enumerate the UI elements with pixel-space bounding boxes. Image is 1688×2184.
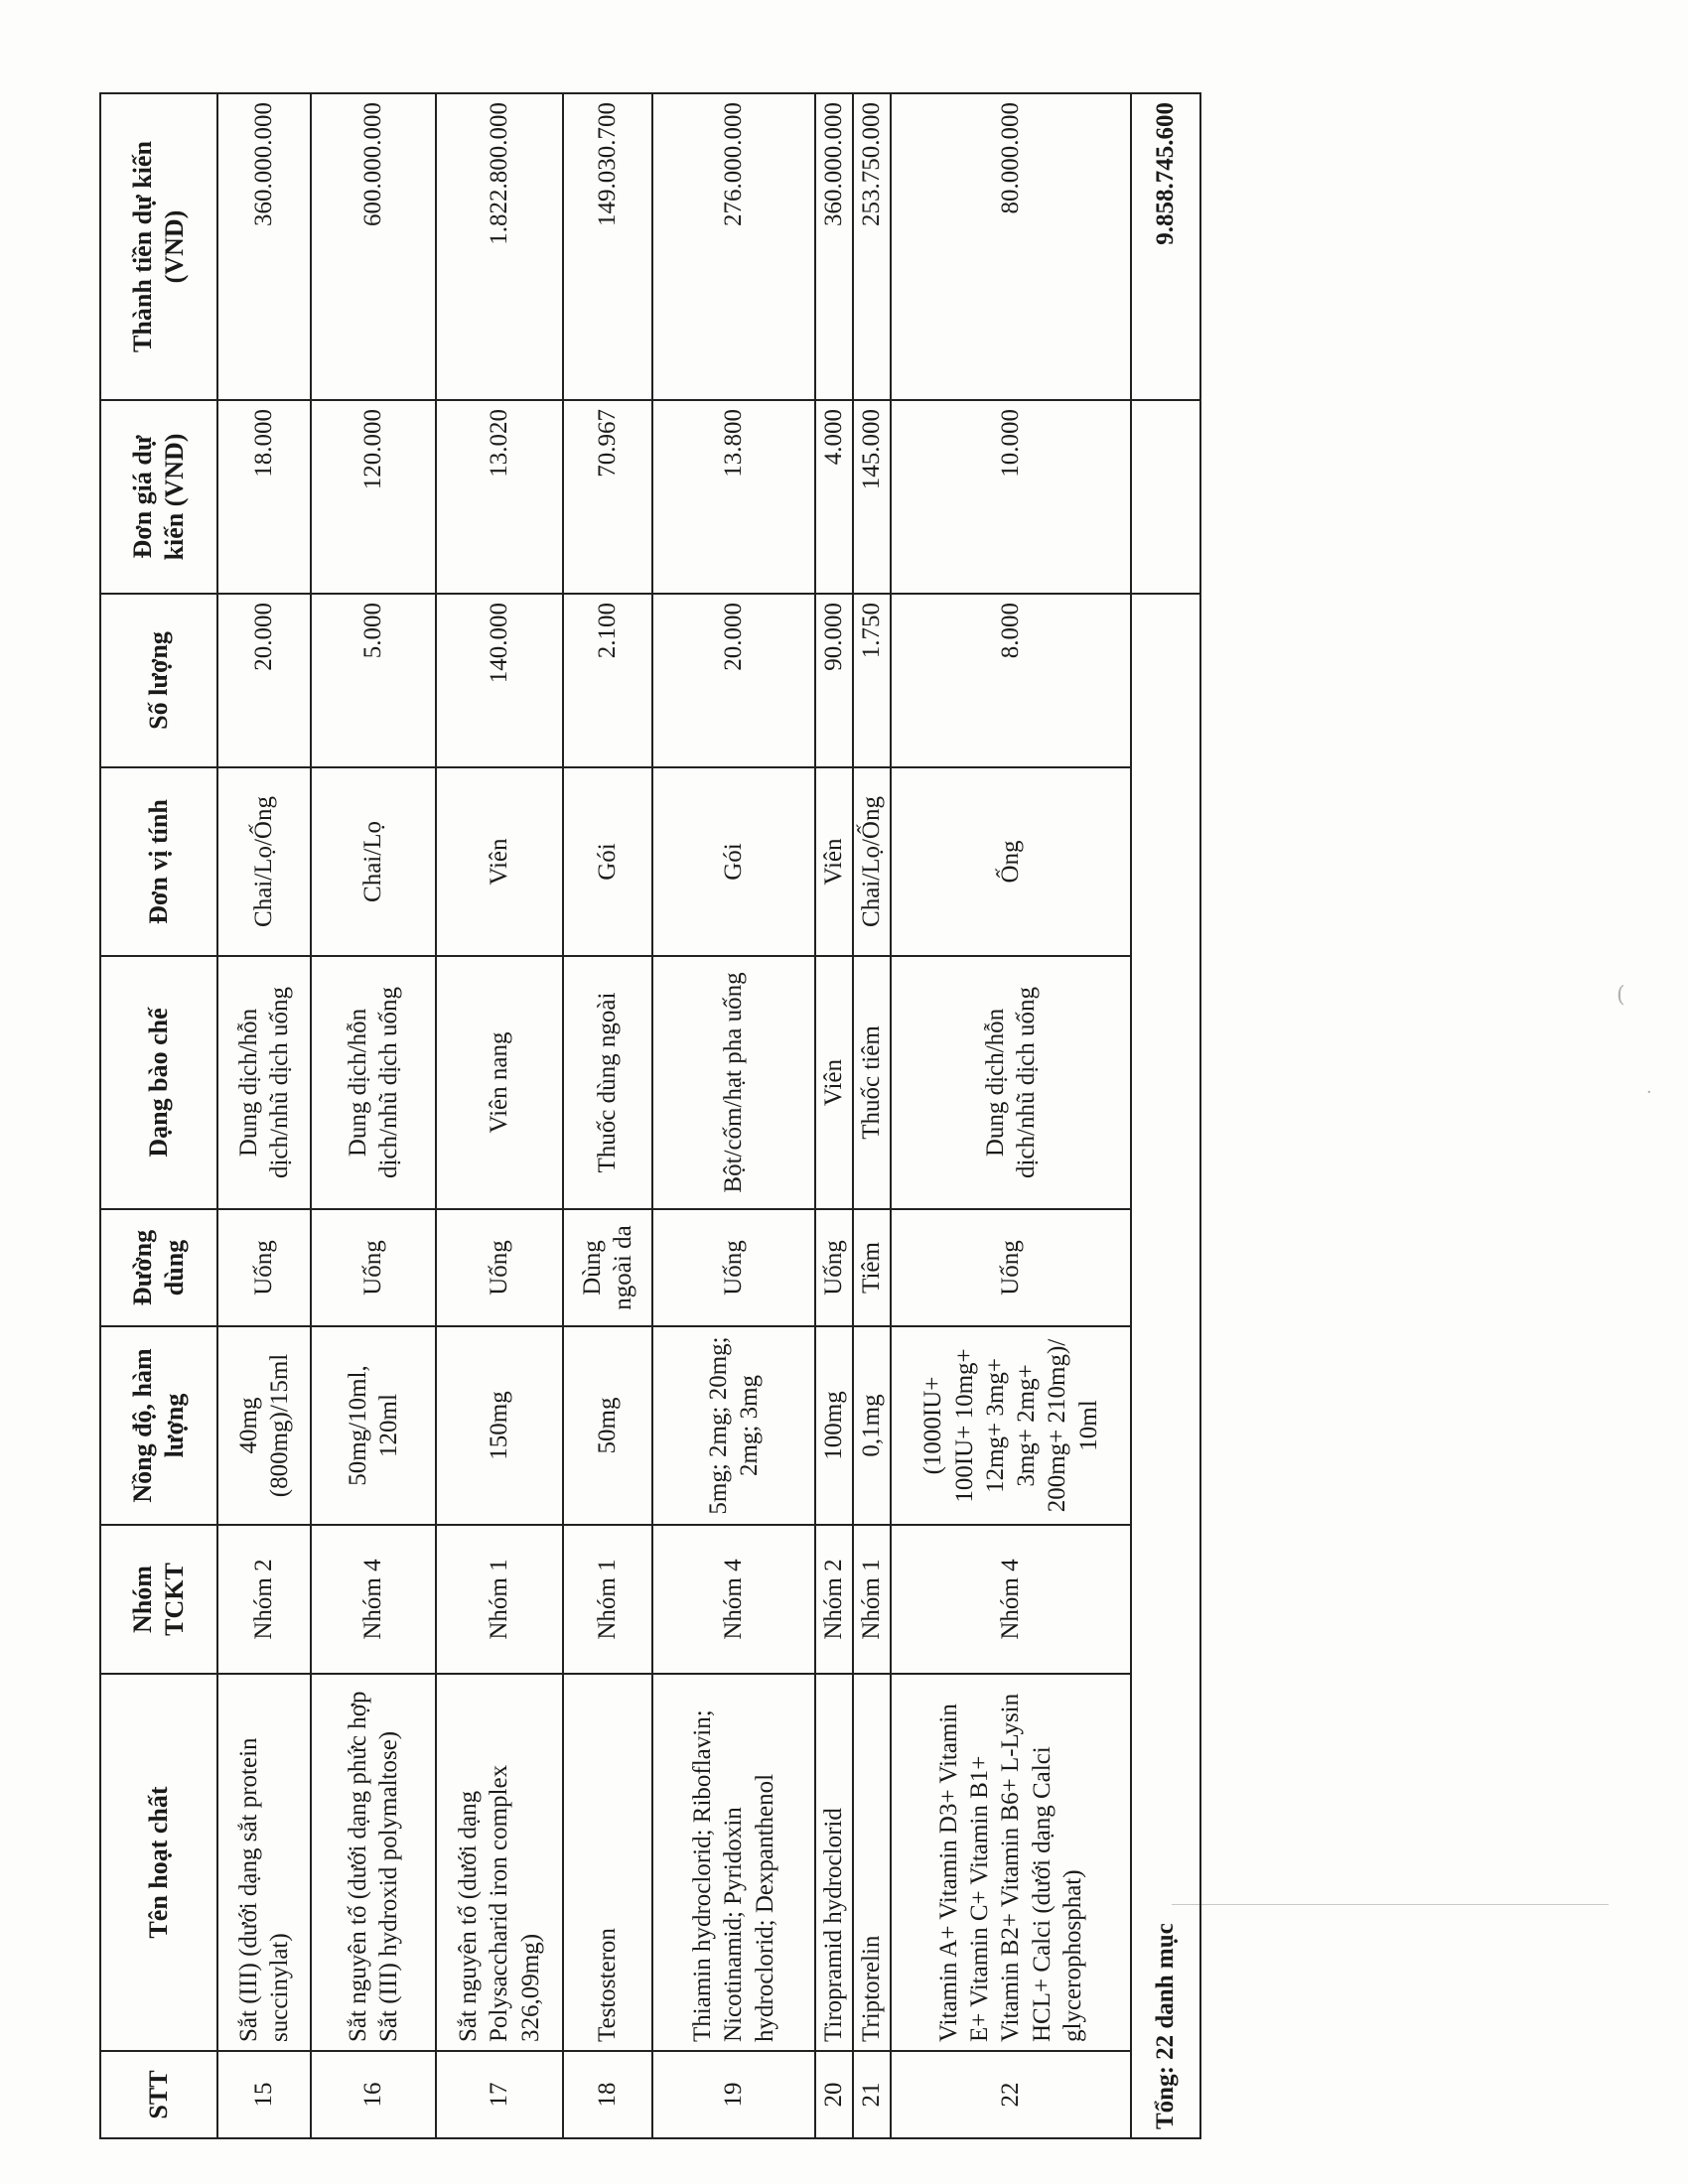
table-row	[891, 93, 1131, 2138]
cell-active-ingredient: Sắt nguyên tố (dưới dạng phức hợp Sắt (III) hydroxid polymaltose)	[311, 1674, 436, 2051]
cell-group: Nhóm 2	[217, 1525, 311, 1674]
header-quantity: Số lượng	[100, 594, 217, 767]
grand-total-value: 9.858.745.600	[1131, 93, 1200, 400]
table-row	[815, 93, 853, 2138]
cell-quantity: 20.000	[217, 594, 311, 767]
cell-unit: Chai/Lọ	[311, 767, 436, 956]
cell-total-price: 600.000.000	[311, 93, 436, 400]
cell-active-ingredient: Testosteron	[563, 1674, 652, 2051]
cell-route: Uống	[311, 1209, 436, 1326]
cell-stt: 15	[217, 2051, 311, 2138]
cell-total-price: 1.822.800.000	[436, 93, 563, 400]
cell-route: Uống	[217, 1209, 311, 1326]
cell-route: Dùng ngoài da	[563, 1209, 652, 1326]
cell-quantity: 8.000	[891, 594, 1131, 767]
table-row	[436, 93, 563, 2138]
cell-total-price: 149.030.700	[563, 93, 652, 400]
cell-group: Nhóm 1	[853, 1525, 891, 1674]
scan-artifact-mark: ·	[1646, 1082, 1652, 1103]
cell-dosage-form: Dung dịch/hỗn dịch/nhũ dịch uống	[891, 956, 1131, 1209]
cell-quantity: 20.000	[652, 594, 815, 767]
cell-active-ingredient: Triptorelin	[853, 1674, 891, 2051]
cell-stt: 16	[311, 2051, 436, 2138]
cell-stt: 18	[563, 2051, 652, 2138]
cell-group: Nhóm 4	[891, 1525, 1131, 1674]
cell-dosage-form: Viên	[815, 956, 853, 1209]
cell-route: Uống	[891, 1209, 1131, 1326]
total-label: Tổng: 22 danh mục	[1131, 594, 1200, 2138]
cell-stt: 19	[652, 2051, 815, 2138]
cell-active-ingredient: Vitamin A+ Vitamin D3+ Vitamin E+ Vitamin C+ Vitamin B1+ Vitamin B2+ Vitamin B6+ L-Lysin HCL+ Calci (dưới dạng Calci glycerophosphat)	[891, 1674, 1131, 2051]
cell-dosage-form: Dung dịch/hỗn dịch/nhũ dịch uống	[311, 956, 436, 1209]
cell-concentration: 150mg	[436, 1326, 563, 1525]
cell-stt: 22	[891, 2051, 1131, 2138]
cell-unit-price: 70.967	[563, 400, 652, 594]
cell-active-ingredient: Sắt nguyên tố (dưới dạng Polysaccharid iron complex 326,09mg)	[436, 1674, 563, 2051]
table-row	[652, 93, 815, 2138]
cell-unit: Gói	[652, 767, 815, 956]
table-row	[311, 93, 436, 2138]
cell-quantity: 90.000	[815, 594, 853, 767]
cell-dosage-form: Viên nang	[436, 956, 563, 1209]
cell-unit: Ống	[891, 767, 1131, 956]
cell-route: Uống	[652, 1209, 815, 1326]
cell-dosage-form: Thuốc tiêm	[853, 956, 891, 1209]
header-total-price: Thành tiền dự kiến (VND)	[100, 93, 217, 400]
cell-unit-price: 10.000	[891, 400, 1131, 594]
cell-concentration: 5mg; 2mg; 20mg; 2mg; 3mg	[652, 1326, 815, 1525]
cell-unit: Gói	[563, 767, 652, 956]
cell-group: Nhóm 1	[563, 1525, 652, 1674]
drug-list-table	[99, 92, 1201, 2139]
cell-unit: Chai/Lọ/Ống	[853, 767, 891, 956]
cell-concentration: 100mg	[815, 1326, 853, 1525]
cell-total-price: 253.750.000	[853, 93, 891, 400]
cell-unit: Viên	[815, 767, 853, 956]
header-route: Đường dùng	[100, 1209, 217, 1326]
scan-artifact-mark: (	[1617, 983, 1625, 1008]
table-row	[563, 93, 652, 2138]
header-unit: Đơn vị tính	[100, 767, 217, 956]
cell-unit-price: 13.800	[652, 400, 815, 594]
header-unit-price: Đơn giá dự kiến (VND)	[100, 400, 217, 594]
cell-total-price: 360.000.000	[217, 93, 311, 400]
cell-group: Nhóm 4	[311, 1525, 436, 1674]
cell-active-ingredient: Sắt (III) (dưới dạng sắt protein succinylat)	[217, 1674, 311, 2051]
cell-group: Nhóm 2	[815, 1525, 853, 1674]
cell-quantity: 140.000	[436, 594, 563, 767]
cell-stt: 17	[436, 2051, 563, 2138]
cell-stt: 20	[815, 2051, 853, 2138]
cell-unit-price: 18.000	[217, 400, 311, 594]
cell-quantity: 5.000	[311, 594, 436, 767]
header-stt: STT	[100, 2051, 217, 2138]
cell-unit-price: 13.020	[436, 400, 563, 594]
cell-active-ingredient: Tiropramid hydroclorid	[815, 1674, 853, 2051]
cell-concentration: 50mg/10ml, 120ml	[311, 1326, 436, 1525]
header-active-ingredient: Tên hoạt chất	[100, 1674, 217, 2051]
cell-concentration: 40mg (800mg)/15ml	[217, 1326, 311, 1525]
cell-unit: Viên	[436, 767, 563, 956]
cell-unit-price: 4.000	[815, 400, 853, 594]
drug-list-table-container	[99, 94, 1331, 2139]
cell-dosage-form: Thuốc dùng ngoài	[563, 956, 652, 1209]
cell-concentration: 50mg	[563, 1326, 652, 1525]
cell-route: Uống	[815, 1209, 853, 1326]
header-group: Nhóm TCKT	[100, 1525, 217, 1674]
cell-concentration: 0,1mg	[853, 1326, 891, 1525]
cell-total-price: 276.000.000	[652, 93, 815, 400]
cell-unit-price: 120.000	[311, 400, 436, 594]
total-empty-cell	[1131, 400, 1200, 594]
cell-quantity: 1.750	[853, 594, 891, 767]
cell-group: Nhóm 1	[436, 1525, 563, 1674]
cell-concentration: (1000IU+ 100IU+ 10mg+ 12mg+ 3mg+ 3mg+ 2mg+ 200mg+ 210mg)/ 10ml	[891, 1326, 1131, 1525]
cell-quantity: 2.100	[563, 594, 652, 767]
cell-total-price: 80.000.000	[891, 93, 1131, 400]
cell-unit: Chai/Lọ/Ống	[217, 767, 311, 956]
table-row	[853, 93, 891, 2138]
table-row	[217, 93, 311, 2138]
cell-active-ingredient: Thiamin hydroclorid; Riboflavin; Nicotinamid; Pyridoxin hydroclorid; Dexpanthenol	[652, 1674, 815, 2051]
table-header-row	[100, 93, 217, 2138]
cell-dosage-form: Dung dịch/hỗn dịch/nhũ dịch uống	[217, 956, 311, 1209]
cell-group: Nhóm 4	[652, 1525, 815, 1674]
cell-stt: 21	[853, 2051, 891, 2138]
table-total-row	[1131, 93, 1200, 2138]
cell-unit-price: 145.000	[853, 400, 891, 594]
header-dosage-form: Dạng bào chế	[100, 956, 217, 1209]
cell-route: Uống	[436, 1209, 563, 1326]
cell-dosage-form: Bột/cốm/hạt pha uống	[652, 956, 815, 1209]
cell-total-price: 360.000.000	[815, 93, 853, 400]
cell-route: Tiêm	[853, 1209, 891, 1326]
header-concentration: Nồng độ, hàm lượng	[100, 1326, 217, 1525]
